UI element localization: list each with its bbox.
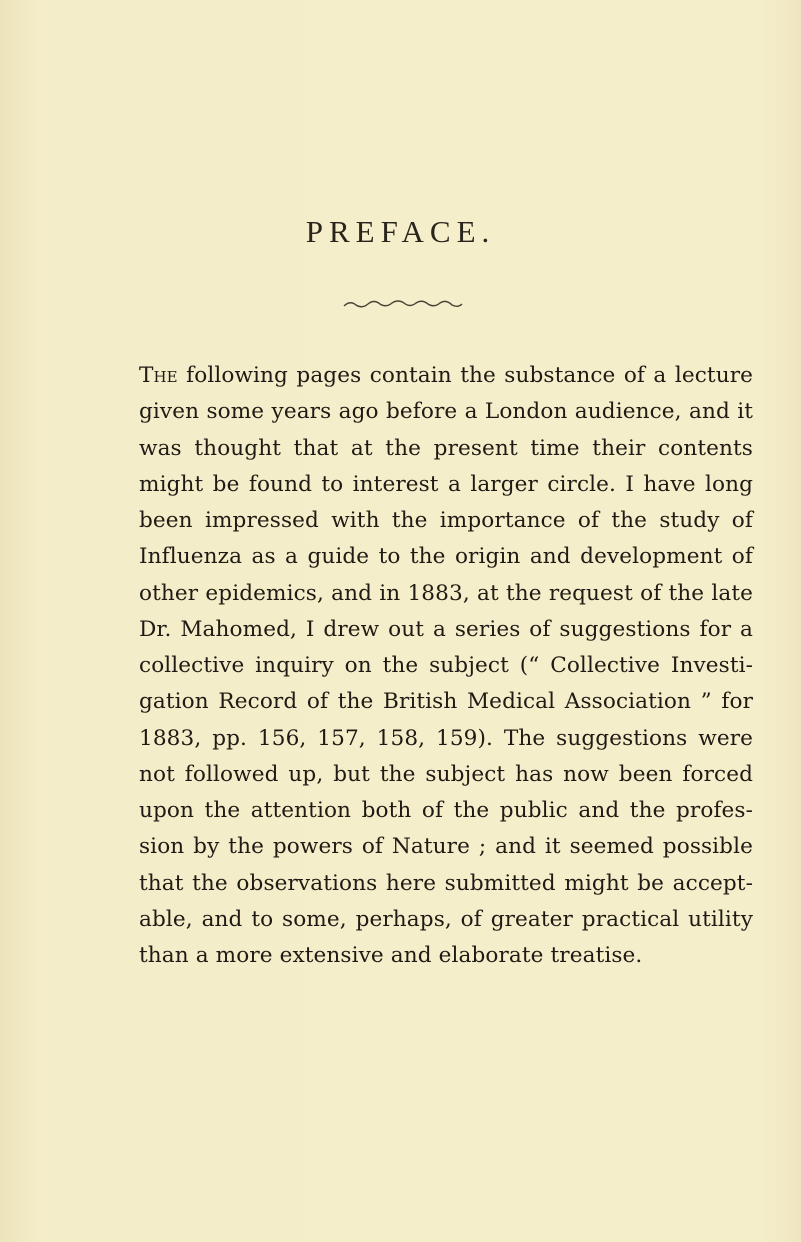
page-heading: PREFACE. [305, 214, 496, 249]
text-line: other epidemics, and in 1883, at the request of the late [139, 580, 753, 606]
decorative-wavy-rule [342, 297, 464, 311]
text-line: might be found to interest a larger circle. I have long [139, 471, 753, 497]
text-line: upon the attention both of the public and the profes- [139, 798, 753, 823]
text-line-last: than a more extensive and elaborate treatise. [139, 943, 643, 968]
text-line: been impressed with the importance of the study of [139, 508, 753, 533]
preface-paragraph [139, 358, 753, 974]
lead-word: The [139, 363, 178, 388]
text-line: able, and to some, perhaps, of greater practical utility [139, 906, 753, 932]
text-line: The following pages contain the substance of a lecture [139, 363, 753, 388]
text-line: sion by the powers of Nature ; and it seemed possible [139, 834, 753, 860]
text-line: collective inquiry on the subject (“ Collective Investi- [139, 653, 753, 678]
text-line: Influenza as a guide to the origin and development of [139, 544, 753, 570]
text-line: 1883, pp. 156, 157, 158, 159). The suggestions were [139, 725, 753, 751]
text-line: gation Record of the British Medical Association ” for [139, 689, 753, 715]
text-line: given some years ago before a London audience, and it [139, 399, 753, 425]
text-line: that the observations here submitted might be accept- [139, 870, 753, 896]
text-line: Dr. Mahomed, I drew out a series of suggestions for a [139, 616, 753, 642]
text-line: not followed up, but the subject has now been forced [139, 761, 753, 787]
text-line: was thought that at the present time their contents [139, 435, 753, 461]
